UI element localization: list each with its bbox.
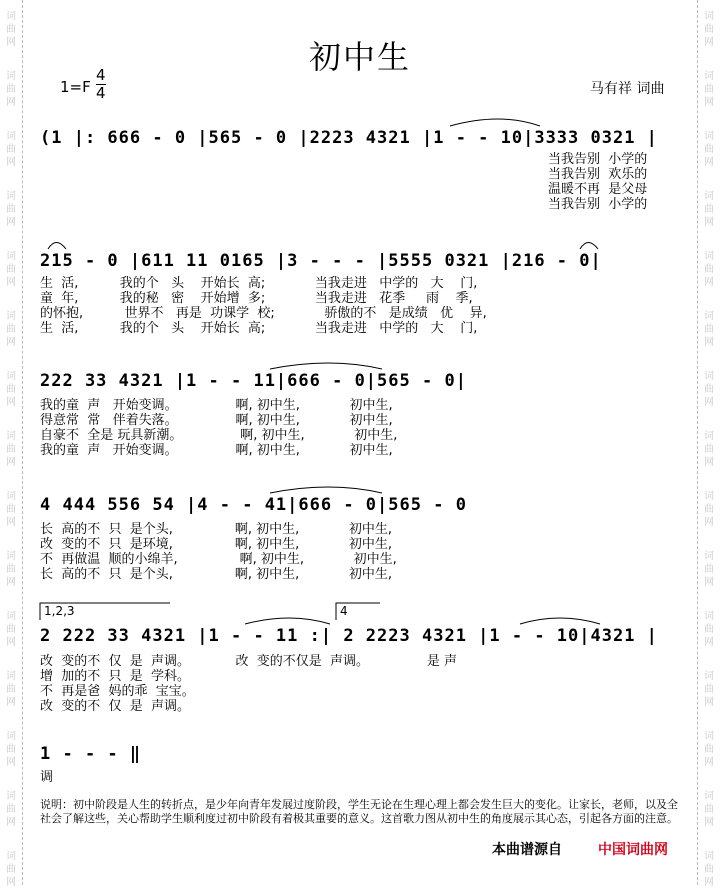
time-sig-bottom: 4 [96, 84, 106, 102]
key-signature: 1=F [60, 78, 91, 96]
watermark-text: 词 曲 网 [704, 491, 714, 528]
lyric-line: 长 高的不 只 是个头, 啊, 初中生, 初中生, [40, 522, 393, 537]
slur [245, 618, 330, 624]
lyric-line: 改 变的不 只 是环境, 啊, 初中生, 初中生, [40, 537, 393, 552]
watermark-text: 词 曲 网 [704, 851, 714, 888]
notation-line-5: 2 222 33 4321 |1 - - 11 :| 2 2223 4321 |1 - - 10|4321 | [40, 626, 658, 646]
watermark-text: 词 曲 网 [6, 11, 16, 48]
watermark-text: 词 曲 网 [6, 491, 16, 528]
lyric-line: 生 活, 我的个 头 开始长 高; 当我走进 中学的 大 门, [40, 276, 478, 291]
lyric-line: 不 再是爸 妈的乖 宝宝。 [40, 684, 195, 699]
watermark-text: 词 曲 网 [704, 191, 714, 228]
time-sig-top: 4 [96, 66, 106, 84]
notation-line-2: 215 - 0 |611 11 0165 |3 - - - |5555 0321 |216 - 0| [40, 251, 602, 271]
volta-2-label: 4 [340, 604, 348, 618]
lyric-line: 增 加的不 只 是 学科。 [40, 669, 191, 684]
watermark-text: 词 曲 网 [6, 311, 16, 348]
description-note: 说明：初中阶段是人生的转折点，是少年向青年发展过度阶段，学生无论在生理心理上都会发生巨大的变化。让家长，老师，以及全社会了解这些，关心帮助学生顺利度过初中阶段有着极其重要的意义。这首歌力图从初中生的角度展示其心态，引起各方面的注意。 [40, 798, 678, 825]
notation-line-1: (1 |: 666 - 0 |565 - 0 |2223 4321 |1 - - 10|3333 0321 | [40, 128, 658, 148]
watermark-text: 词 曲 网 [6, 731, 16, 768]
watermark-text: 词 曲 网 [6, 191, 16, 228]
song-title: 初中生 [308, 38, 411, 76]
watermark-text: 词 曲 网 [704, 311, 714, 348]
lyric-line: 改 变的不 仅 是 声调。 改 变的不仅是 声调。 是 声 [40, 654, 458, 669]
source-site-link[interactable]: 中国词曲网 [598, 842, 668, 858]
notation-line-6: 1 - - - ‖ [40, 744, 142, 764]
watermark-text: 词 曲 网 [704, 11, 714, 48]
watermark-text: 词 曲 网 [6, 431, 16, 468]
lyric-line: 长 高的不 只 是个头, 啊, 初中生, 初中生, [40, 567, 393, 582]
watermark-text: 词 曲 网 [704, 71, 714, 108]
lyric-line: 当我告别 小学的 [548, 152, 648, 167]
watermark-text: 词 曲 网 [704, 791, 714, 828]
watermark-text: 词 曲 网 [704, 551, 714, 588]
slur [48, 243, 66, 250]
lyricist-composer: 马有祥 词曲 [590, 81, 665, 97]
notation-line-3: 222 33 4321 |1 - - 11|666 - 0|565 - 0| [40, 371, 467, 391]
watermark-text: 词 曲 网 [6, 551, 16, 588]
watermark-text: 词 曲 网 [704, 371, 714, 408]
lyric-line: 当我告别 欢乐的 [548, 167, 648, 182]
lyric-line: 自豪不 全是 玩具新潮。 啊, 初中生, 初中生, [40, 428, 398, 443]
watermark-text: 词 曲 网 [704, 431, 714, 468]
slur [580, 243, 598, 250]
volta-1-bracket [40, 603, 170, 620]
watermark-text: 词 曲 网 [6, 371, 16, 408]
lyric-line: 当我告别 小学的 [548, 197, 648, 212]
lyric-line: 我的童 声 开始变调。 啊, 初中生, 初中生, [40, 398, 393, 413]
lyric-line: 童 年, 我的秘 密 开始增 多; 当我走进 花季 雨 季, [40, 291, 473, 306]
lyric-line: 我的童 声 开始变调。 啊, 初中生, 初中生, [40, 443, 393, 458]
volta-1-label: 1,2,3 [44, 604, 75, 618]
notation-line-4: 4 444 556 54 |4 - - 41|666 - 0|565 - 0 [40, 495, 467, 515]
lyric-line: 的怀抱, 世界不 再是 功课学 校; 骄傲的不 是成绩 优 异, [40, 306, 487, 321]
watermark-text: 词 曲 网 [704, 131, 714, 168]
lyric-line: 改 变的不 仅 是 声调。 [40, 699, 191, 714]
watermark-text: 词 曲 网 [6, 851, 16, 888]
volta-2-bracket [336, 603, 380, 620]
lyric-line: 调 [40, 770, 54, 785]
watermark-text: 词 曲 网 [6, 671, 16, 708]
slur [270, 363, 382, 369]
watermark-text: 词 曲 网 [704, 251, 714, 288]
lyric-line: 不 再做温 顺的小绵羊, 啊, 初中生, 初中生, [40, 552, 397, 567]
watermark-text: 词 曲 网 [6, 71, 16, 108]
watermark-text: 词 曲 网 [6, 251, 16, 288]
watermark-text: 词 曲 网 [704, 731, 714, 768]
slur [270, 487, 382, 493]
lyric-line: 得意常 常 伴着失落。 啊, 初中生, 初中生, [40, 413, 393, 428]
watermark-text: 词 曲 网 [704, 671, 714, 708]
lyric-line: 温暖不再 是父母 [548, 182, 648, 197]
watermark-text: 词 曲 网 [6, 791, 16, 828]
source-label: 本曲谱源自 [492, 842, 562, 858]
slur [520, 618, 600, 624]
watermark-text: 词 曲 网 [6, 131, 16, 168]
watermark-text: 词 曲 网 [6, 611, 16, 648]
watermark-text: 词 曲 网 [704, 611, 714, 648]
slur [450, 119, 540, 126]
lyric-line: 生 活, 我的个 头 开始长 高; 当我走进 中学的 大 门, [40, 321, 478, 336]
